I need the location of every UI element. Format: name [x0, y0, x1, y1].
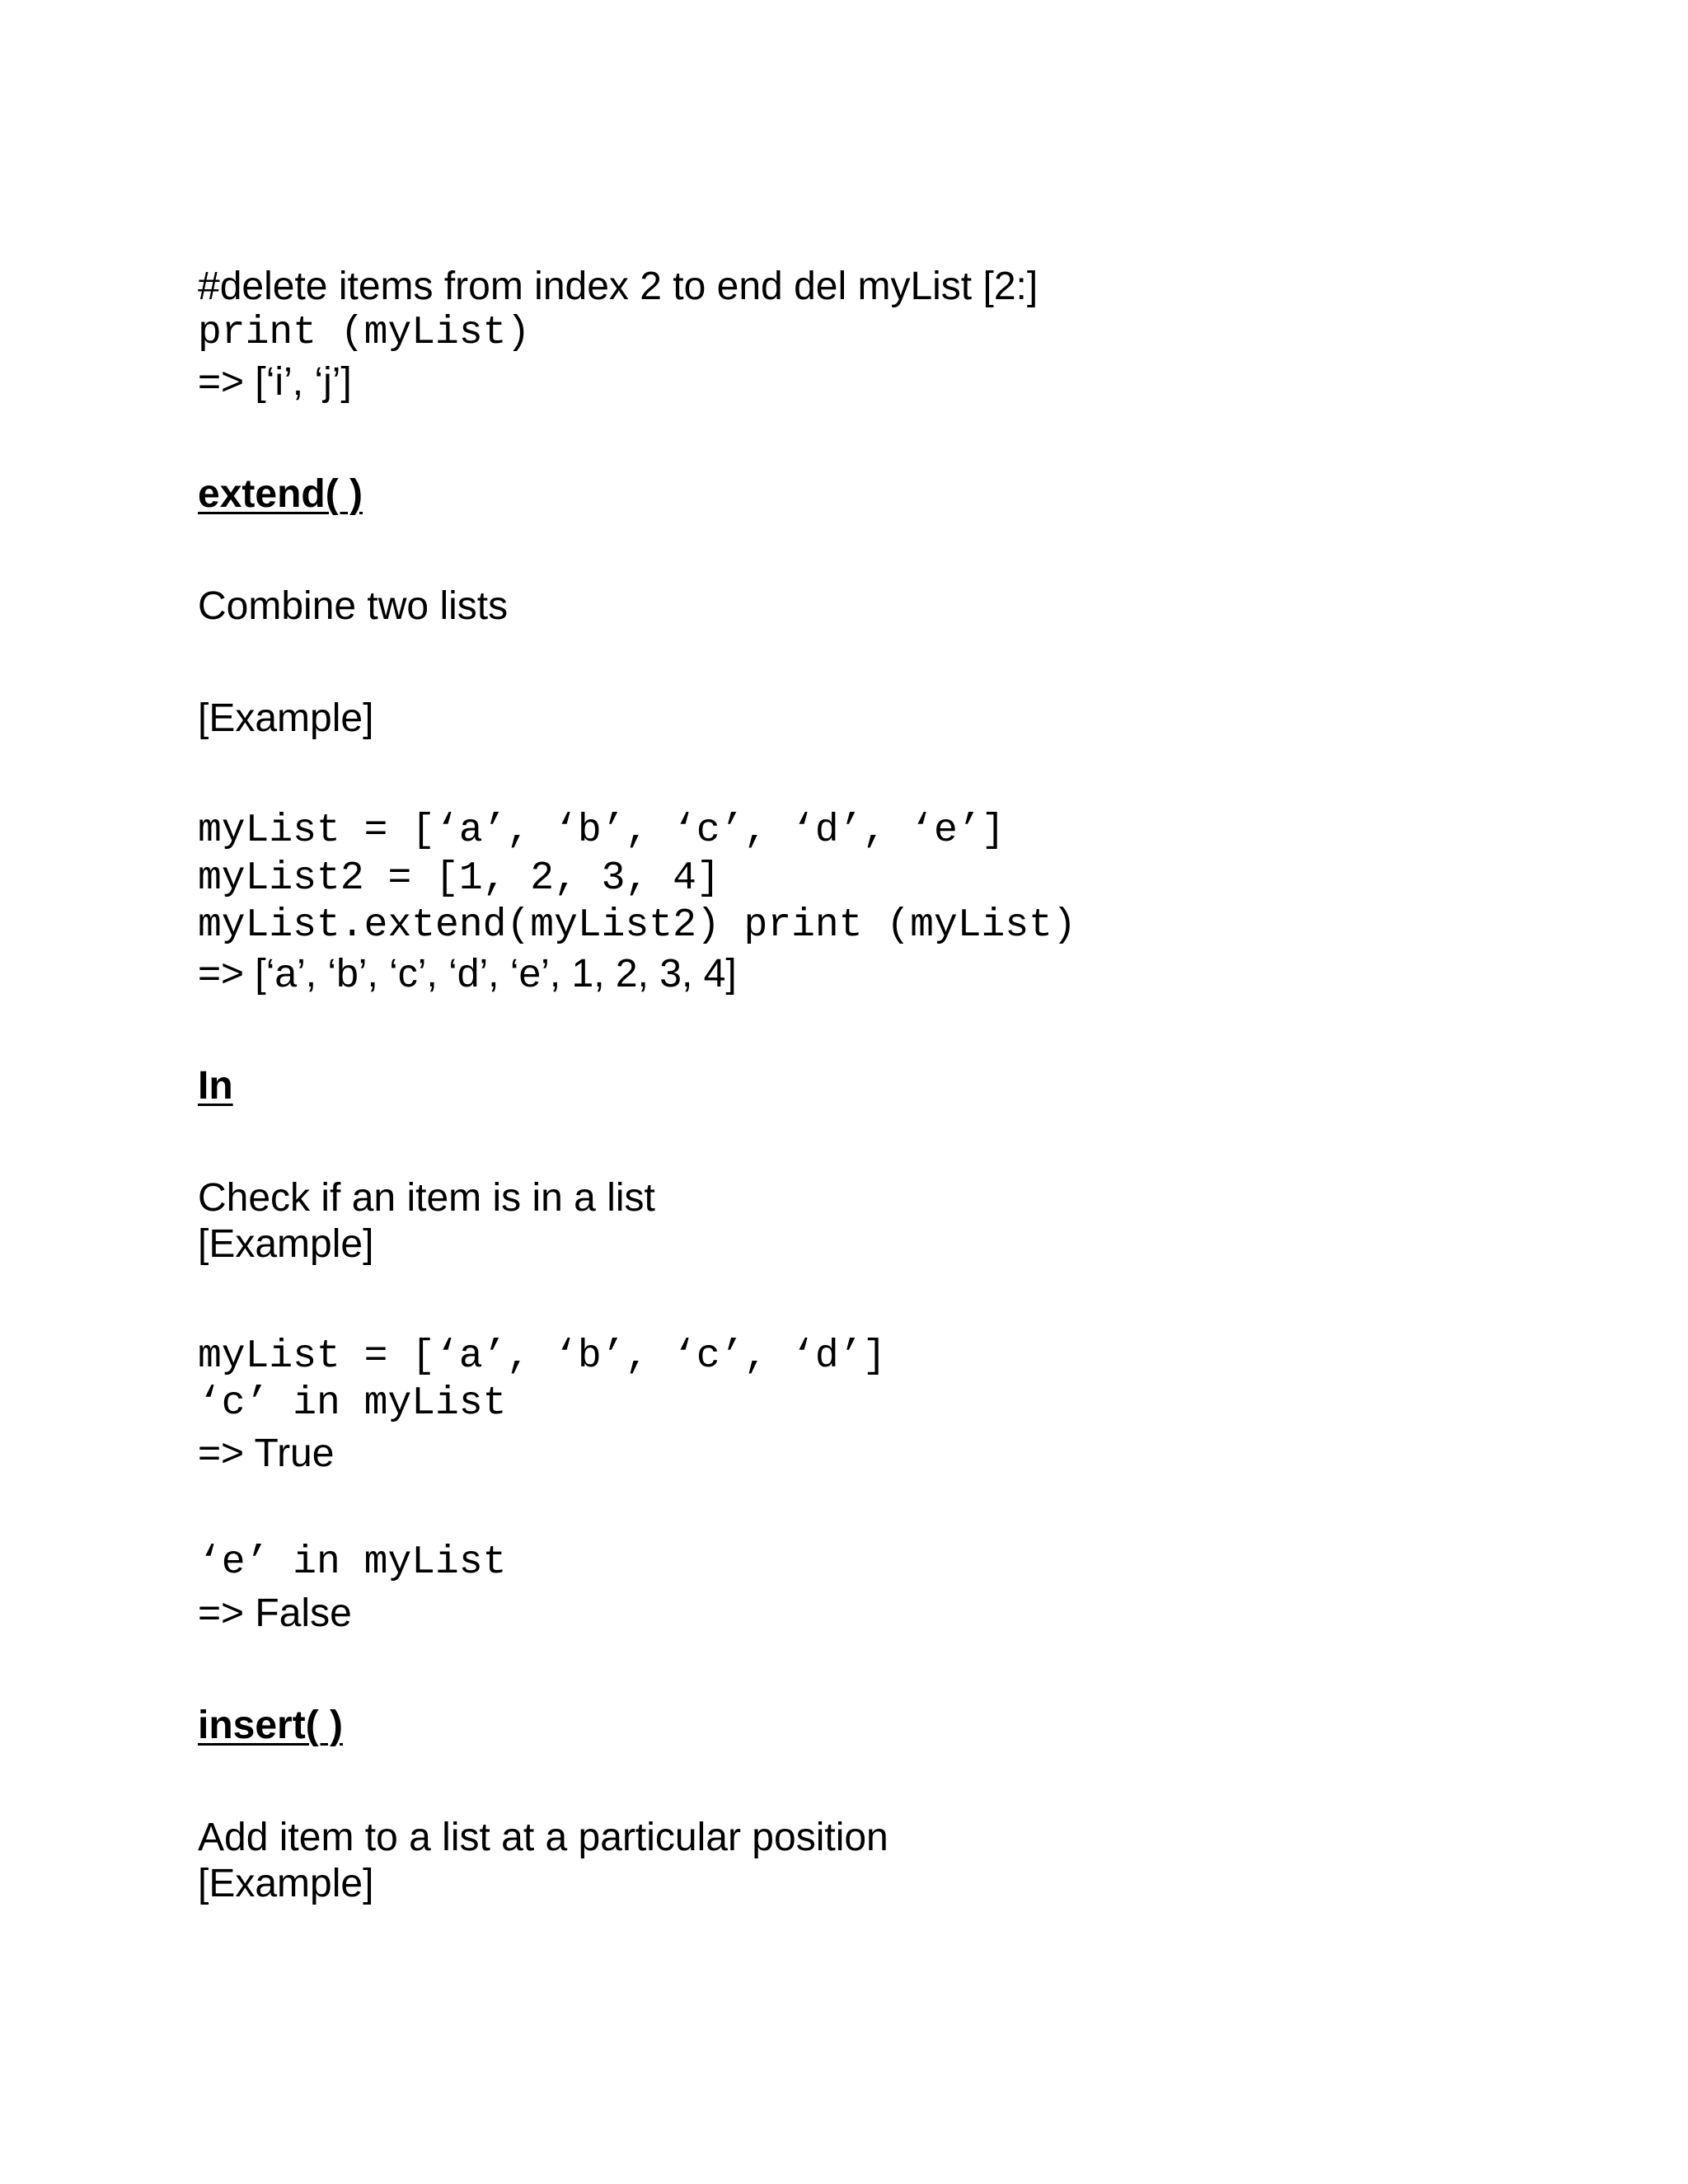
output-result: => [‘i’, ‘j’] [198, 360, 352, 404]
example-label: [Example] [198, 1862, 374, 1905]
description-text: Check if an item is in a list [198, 1176, 655, 1220]
code-line: myList = [‘a’, ‘b’, ‘c’, ‘d’] [198, 1334, 887, 1379]
code-line: ‘c’ in myList [198, 1381, 507, 1426]
output-result: => True [198, 1432, 335, 1475]
output-result: => [‘a’, ‘b’, ‘c’, ‘d’, ‘e’, 1, 2, 3, 4] [198, 952, 737, 996]
description-text: Add item to a list at a particular position [198, 1816, 889, 1859]
code-line: ‘e’ in myList [198, 1540, 507, 1585]
section-heading-insert: insert( ) [198, 1704, 344, 1747]
section-heading-in: In [198, 1064, 233, 1108]
code-line: myList2 = [1, 2, 3, 4] [198, 856, 720, 901]
description-text: Combine two lists [198, 584, 509, 628]
comment-delete-items: #delete items from index 2 to end del myList [2:] [198, 265, 1039, 308]
code-line: myList.extend(myList2) print (myList) [198, 903, 1076, 948]
code-line: myList = [‘a’, ‘b’, ‘c’, ‘d’, ‘e’] [198, 808, 1006, 853]
example-label: [Example] [198, 1222, 374, 1266]
output-result: => False [198, 1591, 352, 1635]
section-heading-extend: extend( ) [198, 472, 363, 516]
example-label: [Example] [198, 696, 374, 740]
code-print-mylist: print (myList) [198, 311, 531, 355]
